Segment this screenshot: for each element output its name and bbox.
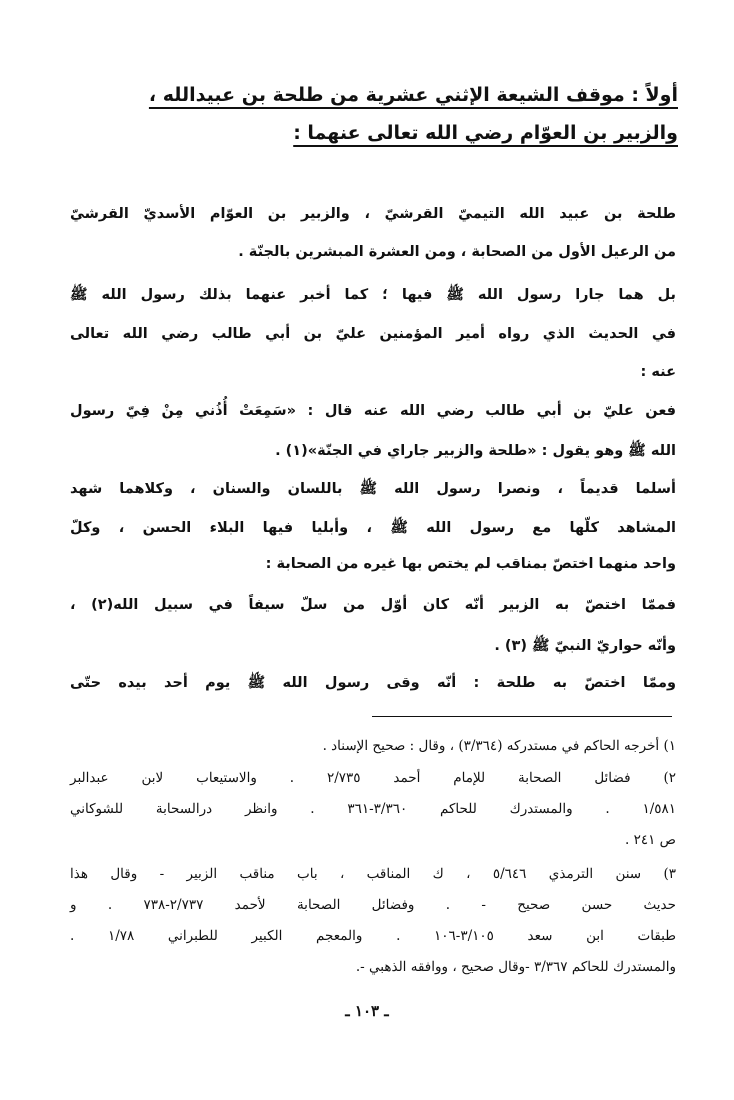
body-line: بل هما جارا رسول الله ﷺ فيها ؛ كما أخبر عنهما بذلك رسول الله ﷺ — [70, 287, 676, 303]
body-line: فعن عليّ بن أبي طالب رضي الله عنه قال : «سَمِعَتْ أُذُني مِنْ فِيّ رسول — [70, 403, 676, 419]
footnote-separator — [372, 716, 672, 717]
footnote-line: ٢) فضائل الصحابة للإمام أحمد ٢/٧٣٥ . والاستيعاب لابن عبدالبر — [70, 770, 676, 786]
body-line: وأنّه حواريّ النبيّ ﷺ (٣) . — [494, 638, 676, 654]
body-line: أسلما قديماً ، ونصرا رسول الله ﷺ باللسان والسنان ، وكلاهما شهد — [70, 481, 676, 497]
body-line: عنه : — [640, 364, 676, 380]
body-line: من الرعيل الأول من الصحابة ، ومن العشرة المبشرين بالجنّة . — [238, 244, 676, 260]
body-line: طلحة بن عبيد الله التيميّ القرشيّ ، والزبير بن العوّام الأسديّ القرشيّ — [70, 206, 676, 222]
body-line: المشاهد كلّها مع رسول الله ﷺ ، وأبليا فيها البلاء الحسن ، وكلّ — [70, 520, 676, 536]
footnote-line: ١) أخرجه الحاكم في مستدركه (٣/٣٦٤) ، وقال : صحيح الإسناد . — [322, 738, 676, 754]
footnote-line: ص ٢٤١ . — [625, 832, 676, 848]
section-heading-line-1: أولاً : موقف الشيعة الإثني عشرية من طلحة بن عبيدالله ، — [148, 84, 678, 106]
footnote-line: طبقات ابن سعد ٣/١٠٥-١٠٦ . والمعجم الكبير للطبراني ١/٧٨ . — [70, 928, 676, 944]
body-line: في الحديث الذي رواه أمير المؤمنين عليّ بن أبي طالب رضي الله تعالى — [70, 326, 676, 342]
footnote-line: ٣) سنن الترمذي ٥/٦٤٦ ، ك المناقب ، باب مناقب الزبير - وقال هذا — [70, 866, 677, 882]
body-line: وممّا اختصّ به طلحة : أنّه وقى رسول الله ﷺ يوم أحد بيده حتّى — [70, 675, 676, 691]
section-heading-line-2: والزبير بن العوّام رضي الله تعالى عنهما : — [293, 122, 678, 144]
body-line: واحد منهما اختصّ بمناقب لم يختص بها غيره من الصحابة : — [265, 556, 676, 572]
body-line: الله ﷺ وهو يقول : «طلحة والزبير جاراي في الجنّة»(١) . — [275, 443, 676, 459]
footnote-line: والمستدرك للحاكم ٣/٣٦٧ -وقال صحيح ، ووافقه الذهبي -. — [355, 959, 676, 975]
page-number: ـ ١٠٣ ـ — [345, 1002, 389, 1020]
footnote-line: حديث حسن صحيح - . وفضائل الصحابة لأحمد ٢/٧٣٧-٧٣٨ . و — [70, 897, 676, 913]
footnote-line: ١/٥٨١ . والمستدرك للحاكم ٣/٣٦٠-٣٦١ . وانظر درالسحابة للشوكاني — [70, 801, 676, 817]
body-line: فممّا اختصّ به الزبير أنّه كان أوّل من سلّ سيفاً في سبيل الله(٢) ، — [70, 597, 676, 613]
